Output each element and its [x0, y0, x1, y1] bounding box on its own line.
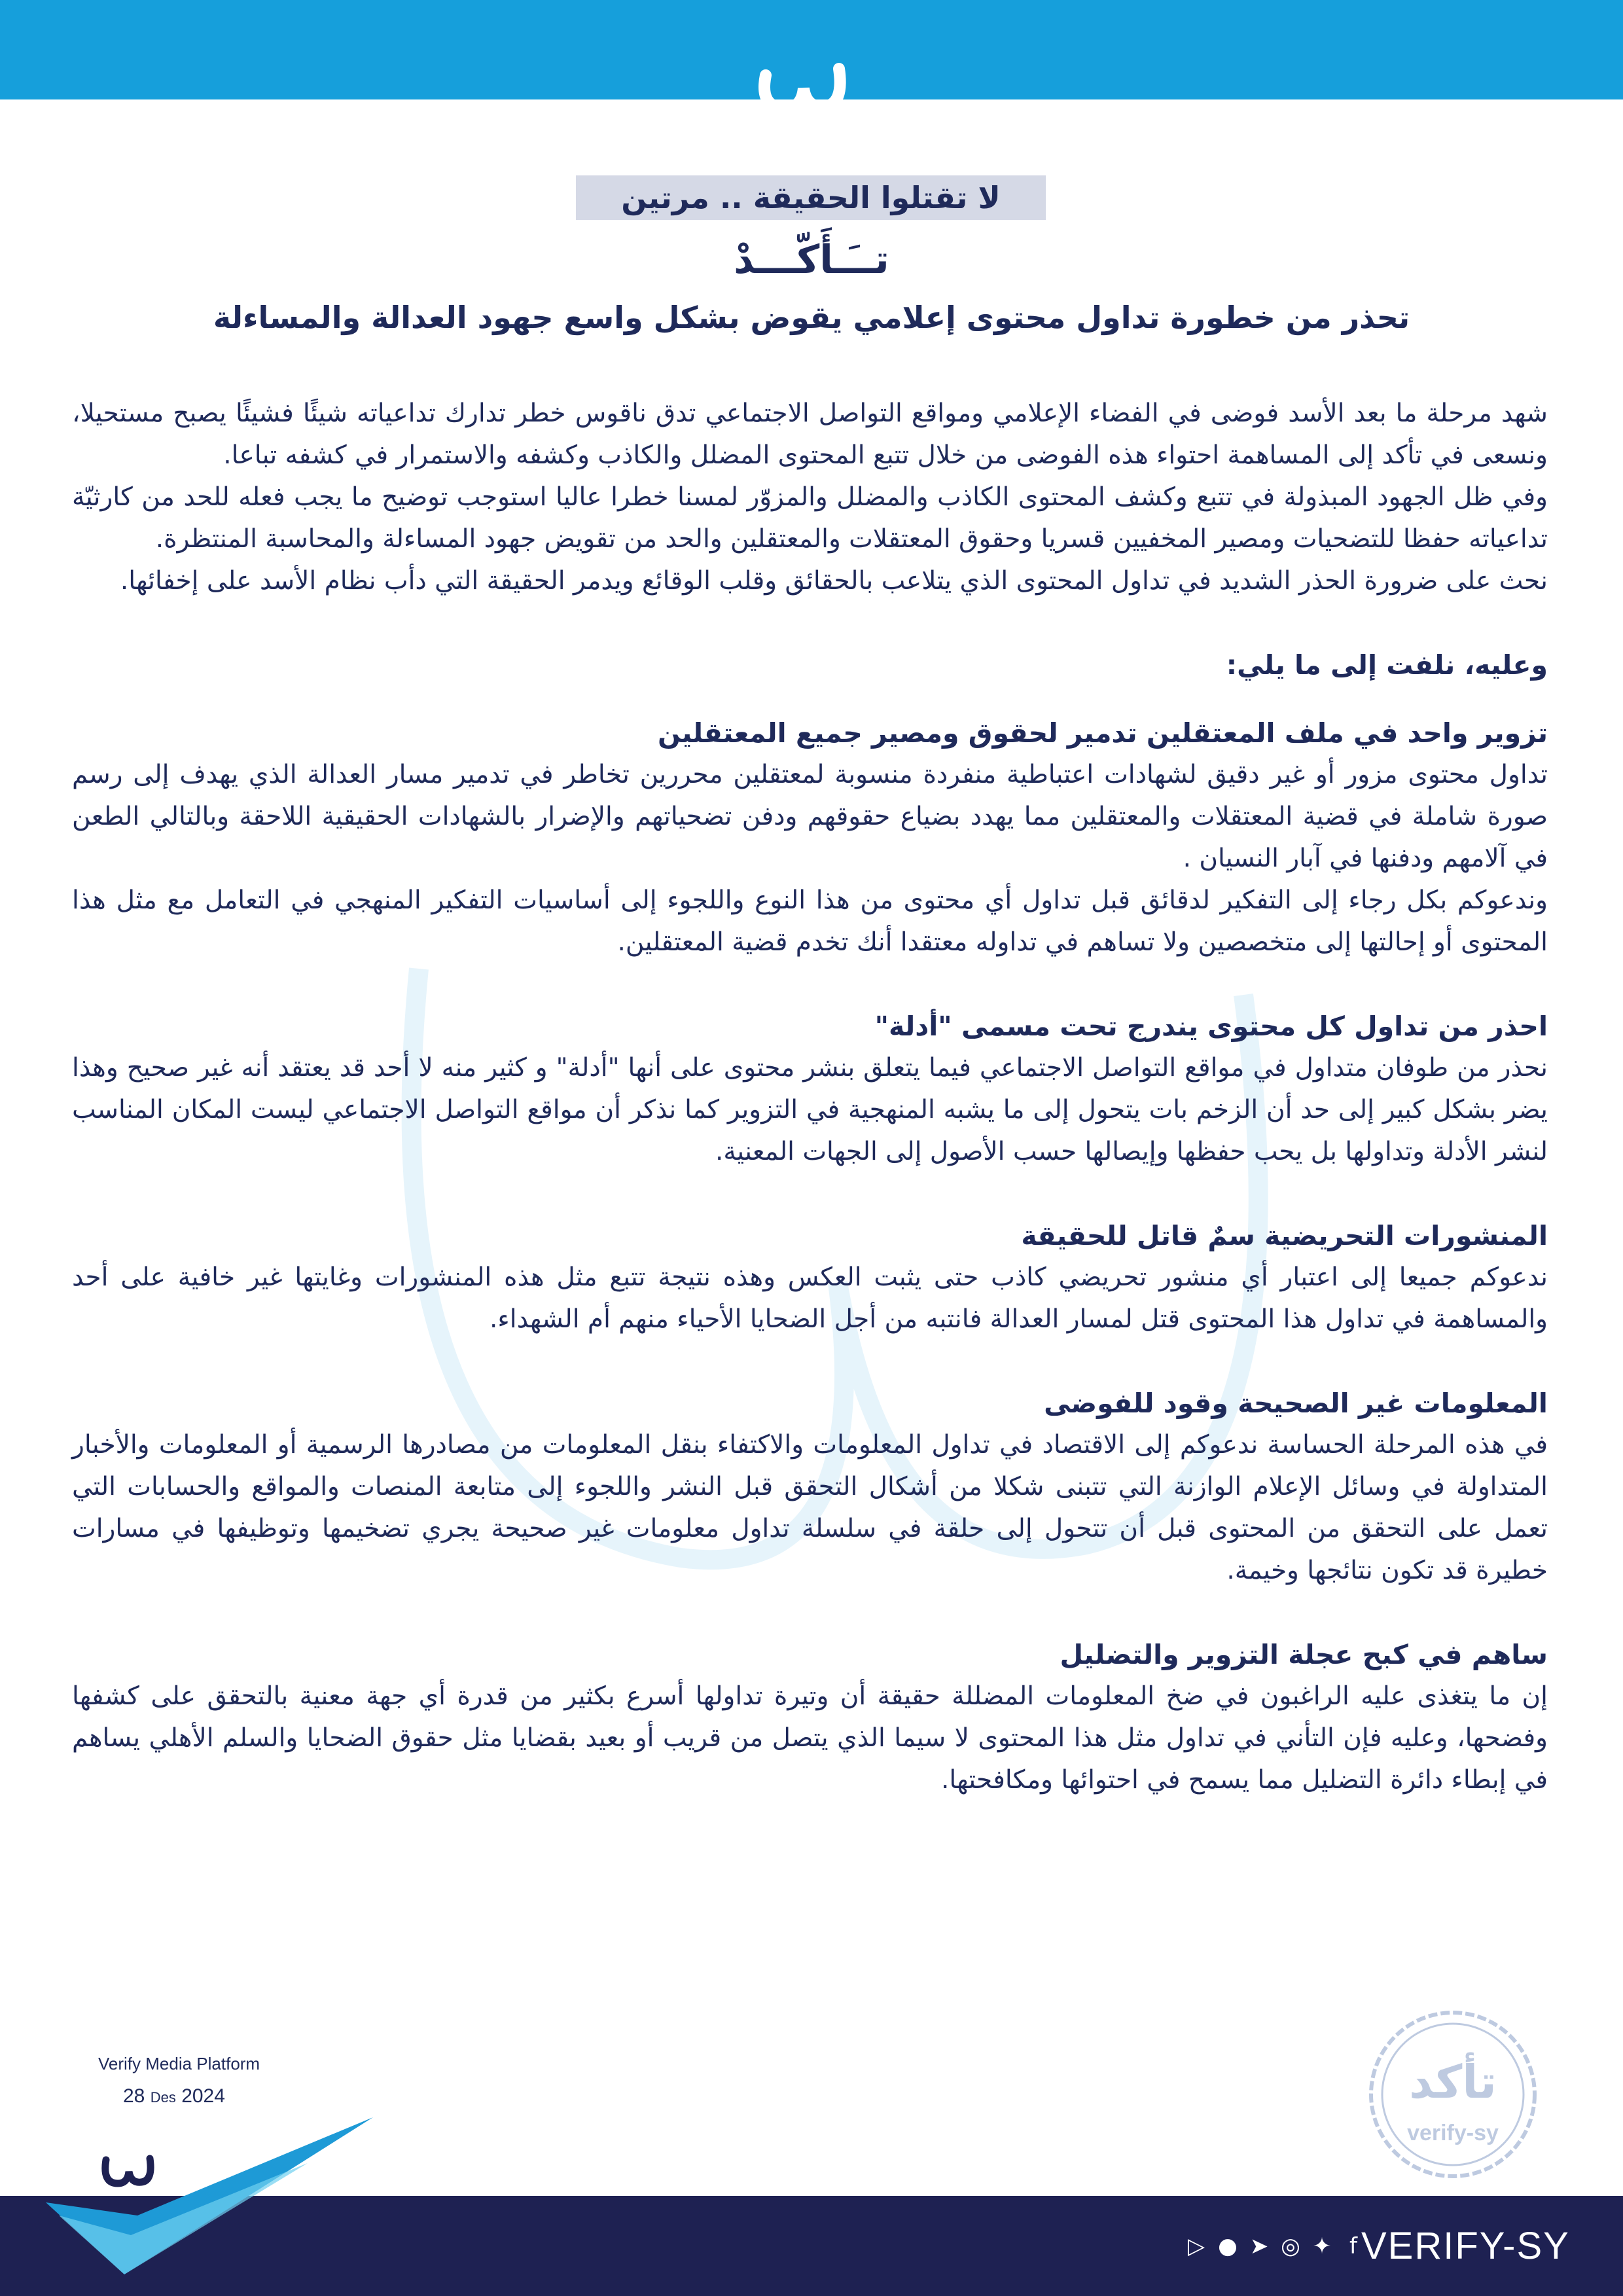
telegram-icon[interactable]: ➤ — [1249, 2233, 1269, 2259]
date-year: 2024 — [181, 2085, 225, 2107]
intro-paragraph: شهد مرحلة ما بعد الأسد فوضى في الفضاء الإعلامي ومواقع التواصل الاجتماعي تدق ناقوس خطر تدارك تداعياته شيئًا فشيئًا يصبح مستحيلا، ونسعى في تأكد إلى المساهمة احتواء هذه الفوضى من خلال تتبع المحتوى المضلل والكاذب وكشفه والاستمرار في كشفه تباعا. — [72, 399, 1548, 470]
section-title: ساهم في كبح عجلة التزوير والتضليل — [1060, 1639, 1548, 1670]
signature-org: Verify Media Platform — [98, 2054, 260, 2073]
section-title: احذر من تداول كل محتوى يندرج تحت مسمى "أدلة" — [874, 1011, 1548, 1042]
section-paragraph: إن ما يتغذى عليه الراغبون في ضخ المعلومات المضللة حقيقة أن وتيرة تداولها أسرع بكثير من قدرة أي جهة معنية بالتحقق على كشفها وفضحها، وعليه فإن التأني في تداول مثل هذا المحتوى لا سيما الذي يتصل من قريب أو بعيد بقضايا مثل حقوق الضحايا والسلم الأهلي يساهم في إبطاء دائرة التضليل مما يسمح في احتوائها ومكافحتها. — [72, 1681, 1548, 1795]
brand-word: تــَـأَكّـــدْ — [734, 237, 889, 283]
section-paragraph: ندعوكم جميعا إلى اعتبار أي منشور تحريضي كاذب حتى يثبت العكس وهذه نتيجة تتبع مثل هذه المنشورات وغايتها غير خافية على أحد والمساهمة في تداول هذا المحتوى قتل لمسار العدالة فانتبه من أجل الضحايا الأحياء منهم أم الشهداء. — [72, 1263, 1548, 1334]
small-verify-logo-icon — [98, 2140, 157, 2193]
footer-brand: VERIFY-SY — [1361, 2225, 1570, 2267]
section-paragraph: نحذر من طوفان متداول في مواقع التواصل الاجتماعي فيما يتعلق بنشر محتوى على أنها "أدلة" و كثير منه لا أحد قد يعتقد أنه غير صحيح وهذا يضر بشكل كبير إلى حد أن الزخم بات يتحول إلى ما يشبه المنهجية في التزوير كما نذكر أن مواقع التواصل الاجتماعي ليست المكان المناسب لنشر الأدلة وتداولها بل يحب حفظها وإيصالها حسب الأصول إلى الجهات المعنية. — [72, 1053, 1548, 1166]
section-title: المنشورات التحريضية سمٌ قاتل للحقيقة — [1021, 1220, 1548, 1251]
verify-stamp — [1364, 2006, 1541, 2183]
section-paragraph: في هذه المرحلة الحساسة ندعوكم إلى الاقتصاد في تداول المعلومات والاكتفاء بنقل المعلومات من مصادرها الرسمية أو المعلومات والأخبار المتداولة في وسائل الإعلام الوازنة التي تتبنى شكلا من أشكال التحقق قبل النشر واللجوء إلى متابعة المنصات والمواقع والحسابات التي تعمل على التحقق من المحتوى قبل أن تتحول إلى حلقة في سلسلة تداول معلومات غير صحيحة يجري تضخيمها وتوظيفها في مسارات خطيرة قد تكون نتائجها وخيمة. — [72, 1430, 1548, 1585]
verify-logo-icon — [753, 36, 851, 121]
page-headline: تحذر من خطورة تداول محتوى إعلامي يقوض بشكل واسع جهود العدالة والمساءلة — [213, 300, 1410, 335]
instagram-icon[interactable]: ◎ — [1281, 2233, 1300, 2259]
date-day: 28 — [123, 2085, 145, 2107]
stamp-latin: verify-sy — [1407, 2121, 1499, 2145]
section-title: تزوير واحد في ملف المعتقلين تدمير لحقوق ومصير جميع المعتقلين — [658, 717, 1548, 749]
facebook-icon[interactable]: f — [1349, 2233, 1357, 2259]
section-paragraph: تداول محتوى مزور أو غير دقيق لشهادات اعتباطية منفردة منسوبة لمعتقلين محررين تخاطر في تدمير مسار العدالة الذي يهدف إلى رسم صورة شاملة في قضية المعتقلات والمعتقلين مما يهدد بضياع حقوقهم ودفن تضحياتهم والإضرار بالشهادات الحقيقية اللاحقة وبالتالي الطعن في آلامهم ودفنها في آبار النسيان . — [72, 760, 1548, 873]
play-store-icon[interactable]: ▷ — [1187, 2233, 1205, 2259]
section-title: المعلومات غير الصحيحة وقود للفوضى — [1044, 1388, 1548, 1419]
section-paragraph: وندعوكم بكل رجاء إلى التفكير لدقائق قبل تداول أي محتوى من هذا النوع واللجوء إلى أساسيات التفكير المنهجي في التعامل مع مثل هذا المحتوى أو إحالتها إلى متخصصين ولا تساهم في تداوله معتقدا أنك تخدم قضية المعتقلين. — [72, 886, 1548, 957]
twitter-icon[interactable]: ✦ — [1312, 2233, 1332, 2259]
social-icons — [1183, 2227, 1366, 2266]
intro-paragraph: وفي ظل الجهود المبذولة في تتبع وكشف المحتوى الكاذب والمضلل والمزوّر لمسنا خطرا عاليا استوجب توضيح ما يجب فعله للحد من كارثيّة تداعياته حفظا للتضحيات ومصير المخفيين قسريا وحقوق المعتقلات والمعتقلين والحد من تقويض جهود المساءلة والمحاسبة المنتظرة. — [72, 482, 1548, 554]
stamp-arabic: تأكد — [1409, 2055, 1497, 2109]
statement-body — [72, 393, 1548, 1801]
lead-in-heading: وعليه، نلفت إلى ما يلي: — [1226, 649, 1548, 681]
date-month: Des — [150, 2089, 176, 2106]
intro-paragraph: نحث على ضرورة الحذر الشديد في تداول المحتوى الذي يتلاعب بالحقائق وقلب الوقائع ويدمر الحقيقة التي دأب نظام الأسد على إخفائها. — [120, 566, 1548, 596]
kicker-title: لا تقتلوا الحقيقة .. مرتين — [576, 175, 1046, 220]
check-swoosh-icon — [46, 2104, 373, 2294]
apple-icon[interactable]: ● — [1218, 2233, 1238, 2259]
